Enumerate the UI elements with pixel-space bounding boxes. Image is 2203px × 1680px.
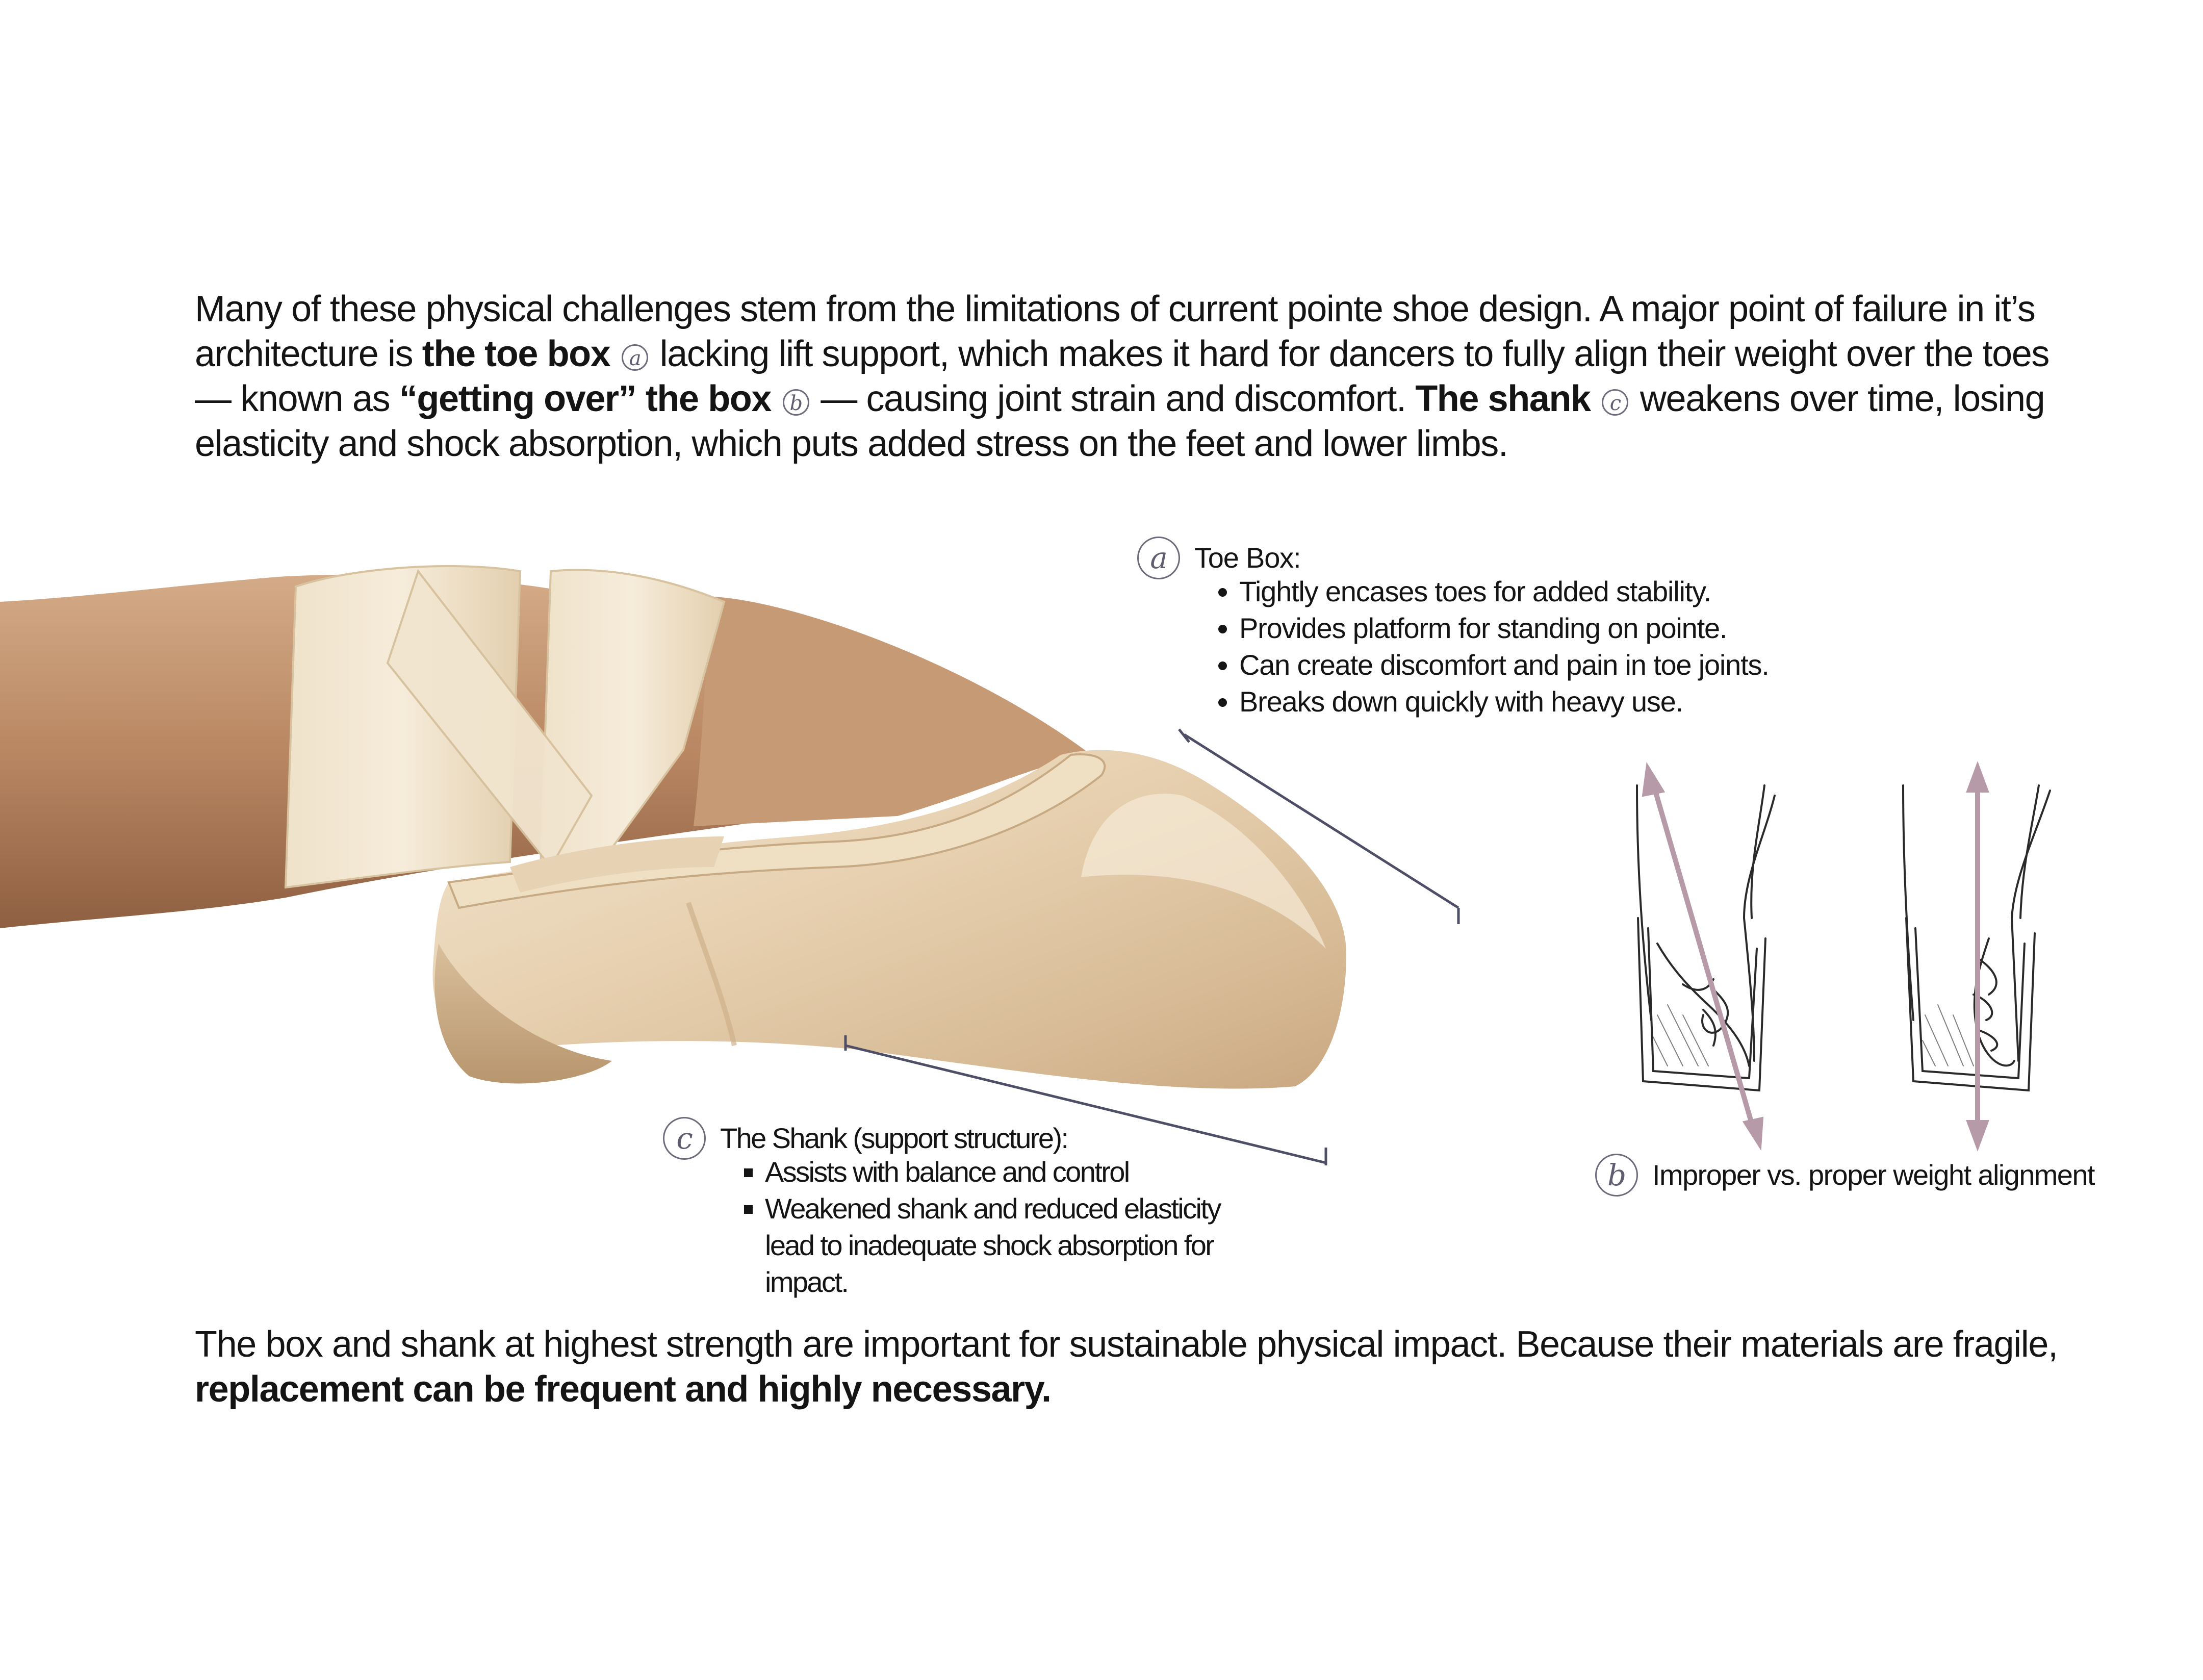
toe-box-list <box>1137 573 1902 720</box>
list-item: • Tightly encases toes for added stability. <box>1239 573 1902 610</box>
list-item: • Provides platform for standing on pointe. <box>1239 610 1902 647</box>
list-item: • Breaks down quickly with heavy use. <box>1239 683 1902 720</box>
intro-paragraph <box>195 287 2082 466</box>
list-item: ▪ Assists with balance and control <box>765 1154 1275 1190</box>
intro-text-2: lacking lift support, which makes it hard for dancers to fully align their weight over the toes — known as <box>195 334 2050 419</box>
alignment-caption <box>1593 1154 2195 1197</box>
marker-a-icon: a <box>1137 537 1180 579</box>
improper-alignment-arrow <box>1643 765 1762 1148</box>
list-item: ▪ Weakened shank and reduced elasticity lead to inadequate shock absorption for impact. <box>765 1190 1275 1301</box>
shank-list <box>661 1154 1275 1301</box>
alignment-heading <box>1593 1154 2195 1197</box>
marker-c-icon: c <box>663 1117 706 1160</box>
marker-c-icon: c <box>1602 389 1628 416</box>
shank-annotation <box>661 1117 1579 1301</box>
shank-title: The Shank (support structure): <box>720 1122 1068 1154</box>
toe-box-annotation <box>1137 537 1902 720</box>
toe-box-term: the toe box <box>422 334 610 374</box>
shank-term: The shank <box>1415 378 1591 419</box>
replacement-emphasis: replacement can be frequent and highly necessary. <box>195 1369 1051 1410</box>
intro-text-1: Many of these physical challenges stem from the limitations of current pointe shoe design. A major point of failure in it’s architecture is <box>195 289 2035 374</box>
getting-over-term: “getting over” the box <box>399 378 772 419</box>
toe-box-title: Toe Box: <box>1194 542 1301 574</box>
intro-text-4: weakens over time, losing elasticity and shock absorption, which puts added stress on the feet and lower limbs. <box>195 378 2045 464</box>
list-item: • Can create discomfort and pain in toe joints. <box>1239 647 1902 683</box>
intro-text-3: — causing joint strain and discomfort. <box>811 378 1416 419</box>
conclusion-paragraph <box>195 1322 2082 1412</box>
marker-b-icon: b <box>1595 1154 1638 1197</box>
proper-alignment-arrow <box>1967 764 1988 1149</box>
outro-text-1: The box and shank at highest strength are important for sustainable physical impact. Because their materials are fragile, <box>195 1324 2058 1365</box>
improper-alignment-sketch <box>1637 785 1775 1090</box>
marker-a-icon: a <box>622 344 648 371</box>
marker-b-icon: b <box>783 389 809 416</box>
alignment-caption-text: Improper vs. proper weight alignment <box>1652 1159 2094 1191</box>
